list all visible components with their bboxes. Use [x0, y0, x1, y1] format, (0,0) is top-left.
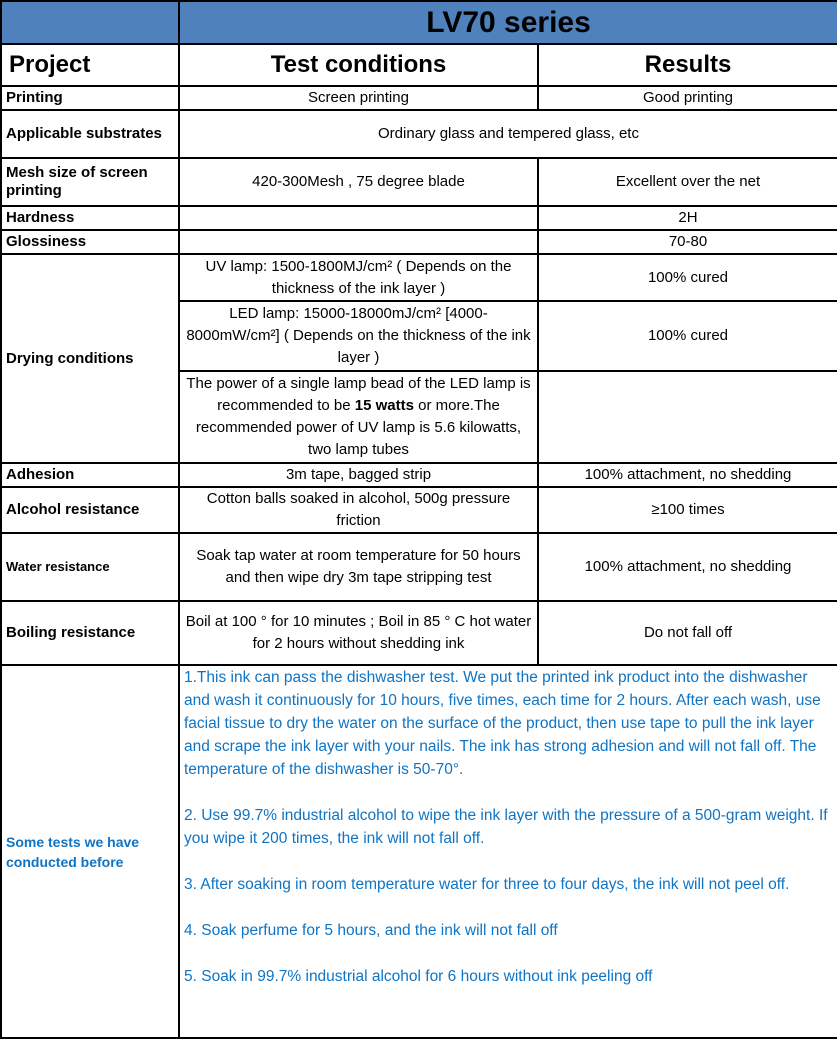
drying-uv-condition: UV lamp: 1500-1800MJ/cm² ( Depends on the thickness of the ink layer ): [179, 254, 538, 301]
title-row: [1, 1, 837, 44]
alcohol-condition: Cotton balls soaked in alcohol, 500g pressure friction: [179, 487, 538, 533]
table-row-alcohol: [1, 487, 837, 533]
row-label-substrates: Applicable substrates: [1, 110, 179, 158]
test-paragraph-2: 2. Use 99.7% industrial alcohol to wipe the ink layer with the pressure of a 500-gram weight. If you wipe it 200 times, the ink will not fall off.: [184, 807, 828, 847]
table-row-substrates: [1, 110, 837, 158]
row-label-printing: Printing: [1, 86, 179, 110]
hardness-result: 2H: [538, 206, 837, 230]
power-note-before: The power of a single lamp bead of the LED lamp is recommended to be: [186, 375, 531, 414]
test-paragraph-3: 3. After soaking in room temperature water for three to four days, the ink will not peel off.: [184, 876, 790, 893]
column-header-row: [1, 44, 837, 86]
mesh-condition: 420-300Mesh , 75 degree blade: [179, 158, 538, 206]
mesh-result: Excellent over the net: [538, 158, 837, 206]
boiling-condition: Boil at 100 ° for 10 minutes ; Boil in 85 ° C hot water for 2 hours without shedding ink: [179, 601, 538, 665]
title-empty-cell: [1, 1, 179, 44]
printing-condition: Screen printing: [179, 86, 538, 110]
drying-led-condition: LED lamp: 15000-18000mJ/cm² [4000-8000mW/cm²] ( Depends on the thickness of the ink layer ): [179, 301, 538, 371]
water-condition: Soak tap water at room temperature for 50 hours and then wipe dry 3m tape stripping test: [179, 533, 538, 601]
water-result: 100% attachment, no shedding: [538, 533, 837, 601]
printing-result: Good printing: [538, 86, 837, 110]
table-row-water: [1, 533, 837, 601]
series-title: LV70 series: [179, 1, 837, 44]
test-paragraph-5: 5. Soak in 99.7% industrial alcohol for 6 hours without ink peeling off: [184, 968, 653, 985]
substrates-value: Ordinary glass and tempered glass, etc: [179, 110, 837, 158]
row-label-tests: Some tests we have conducted before: [1, 665, 179, 1038]
tests-paragraphs: [179, 665, 837, 1038]
table-row-glossiness: [1, 230, 837, 254]
drying-power-result: [538, 371, 837, 463]
table-row-tests: [1, 665, 837, 1038]
power-note-after: or more.The recommended power of UV lamp is 5.6 kilowatts, two lamp tubes: [195, 397, 522, 458]
alcohol-result: ≥100 times: [538, 487, 837, 533]
row-label-boiling: Boiling resistance: [1, 601, 179, 665]
row-label-mesh: Mesh size of screen printing: [1, 158, 179, 206]
table-row-boiling: [1, 601, 837, 665]
table-row-drying-uv: [1, 254, 837, 301]
drying-power-note: [179, 371, 538, 463]
row-label-water: Water resistance: [1, 533, 179, 601]
table-row-mesh: [1, 158, 837, 206]
row-label-alcohol: Alcohol resistance: [1, 487, 179, 533]
boiling-result: Do not fall off: [538, 601, 837, 665]
drying-uv-result: 100% cured: [538, 254, 837, 301]
row-label-drying: Drying conditions: [1, 254, 179, 463]
adhesion-condition: 3m tape, bagged strip: [179, 463, 538, 487]
table-row-adhesion: [1, 463, 837, 487]
row-label-glossiness: Glossiness: [1, 230, 179, 254]
table-row-printing: [1, 86, 837, 110]
row-label-adhesion: Adhesion: [1, 463, 179, 487]
test-paragraph-4: 4. Soak perfume for 5 hours, and the ink will not fall off: [184, 922, 558, 939]
column-header-test-conditions: Test conditions: [179, 44, 538, 86]
drying-led-result: 100% cured: [538, 301, 837, 371]
hardness-condition: [179, 206, 538, 230]
row-label-hardness: Hardness: [1, 206, 179, 230]
test-paragraph-1: 1.This ink can pass the dishwasher test. We put the printed ink product into the dishwasher and wash it continuously for 10 hours, five times, each time for 2 hours. After each wash, use facial tissue to dry the water on the surface of the product, then use tape to pull the ink layer and scrape the ink layer with your nails. The ink has strong adhesion and will not fall off. The temperature of the dishwasher is 50-70°.: [184, 669, 821, 778]
glossiness-result: 70-80: [538, 230, 837, 254]
column-header-project: Project: [1, 44, 179, 86]
glossiness-condition: [179, 230, 538, 254]
column-header-results: Results: [538, 44, 837, 86]
adhesion-result: 100% attachment, no shedding: [538, 463, 837, 487]
table-row-hardness: [1, 206, 837, 230]
power-note-bold: 15 watts: [354, 397, 414, 414]
